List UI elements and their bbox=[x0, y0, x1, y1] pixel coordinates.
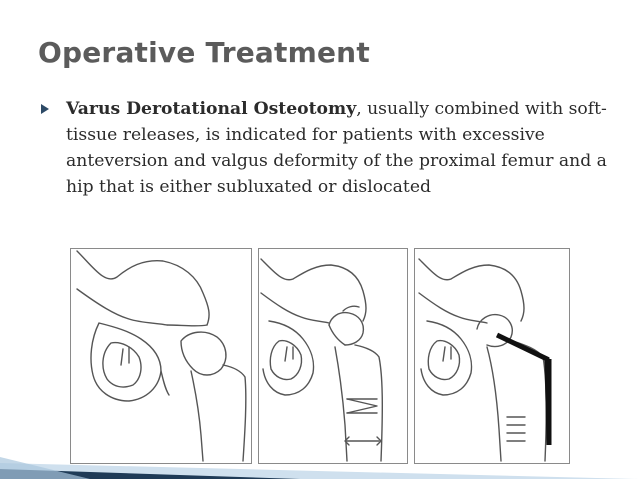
hip-drawing-3 bbox=[415, 249, 568, 462]
panel-plate-fixation bbox=[414, 248, 570, 464]
bullet-bold-term: Varus Derotational Osteotomy bbox=[66, 99, 357, 119]
panel-osteotomy bbox=[258, 248, 408, 464]
hip-drawing-1 bbox=[71, 249, 250, 462]
bullet-description: , usually combined with soft-tissue releases, is indicated for patients with excessive anteversion and valgus deformity of the proximal femur and a hip that is either subluxated or dislocated bbox=[66, 99, 607, 197]
panel-preoperative-hip bbox=[70, 248, 252, 464]
surgical-illustration bbox=[68, 246, 572, 468]
bottom-accent-stripe bbox=[0, 449, 638, 479]
slide-title: Operative Treatment bbox=[38, 36, 370, 69]
triangle-bullet-icon bbox=[40, 103, 50, 115]
bullet-text bbox=[66, 96, 611, 200]
hip-drawing-2 bbox=[259, 249, 406, 462]
